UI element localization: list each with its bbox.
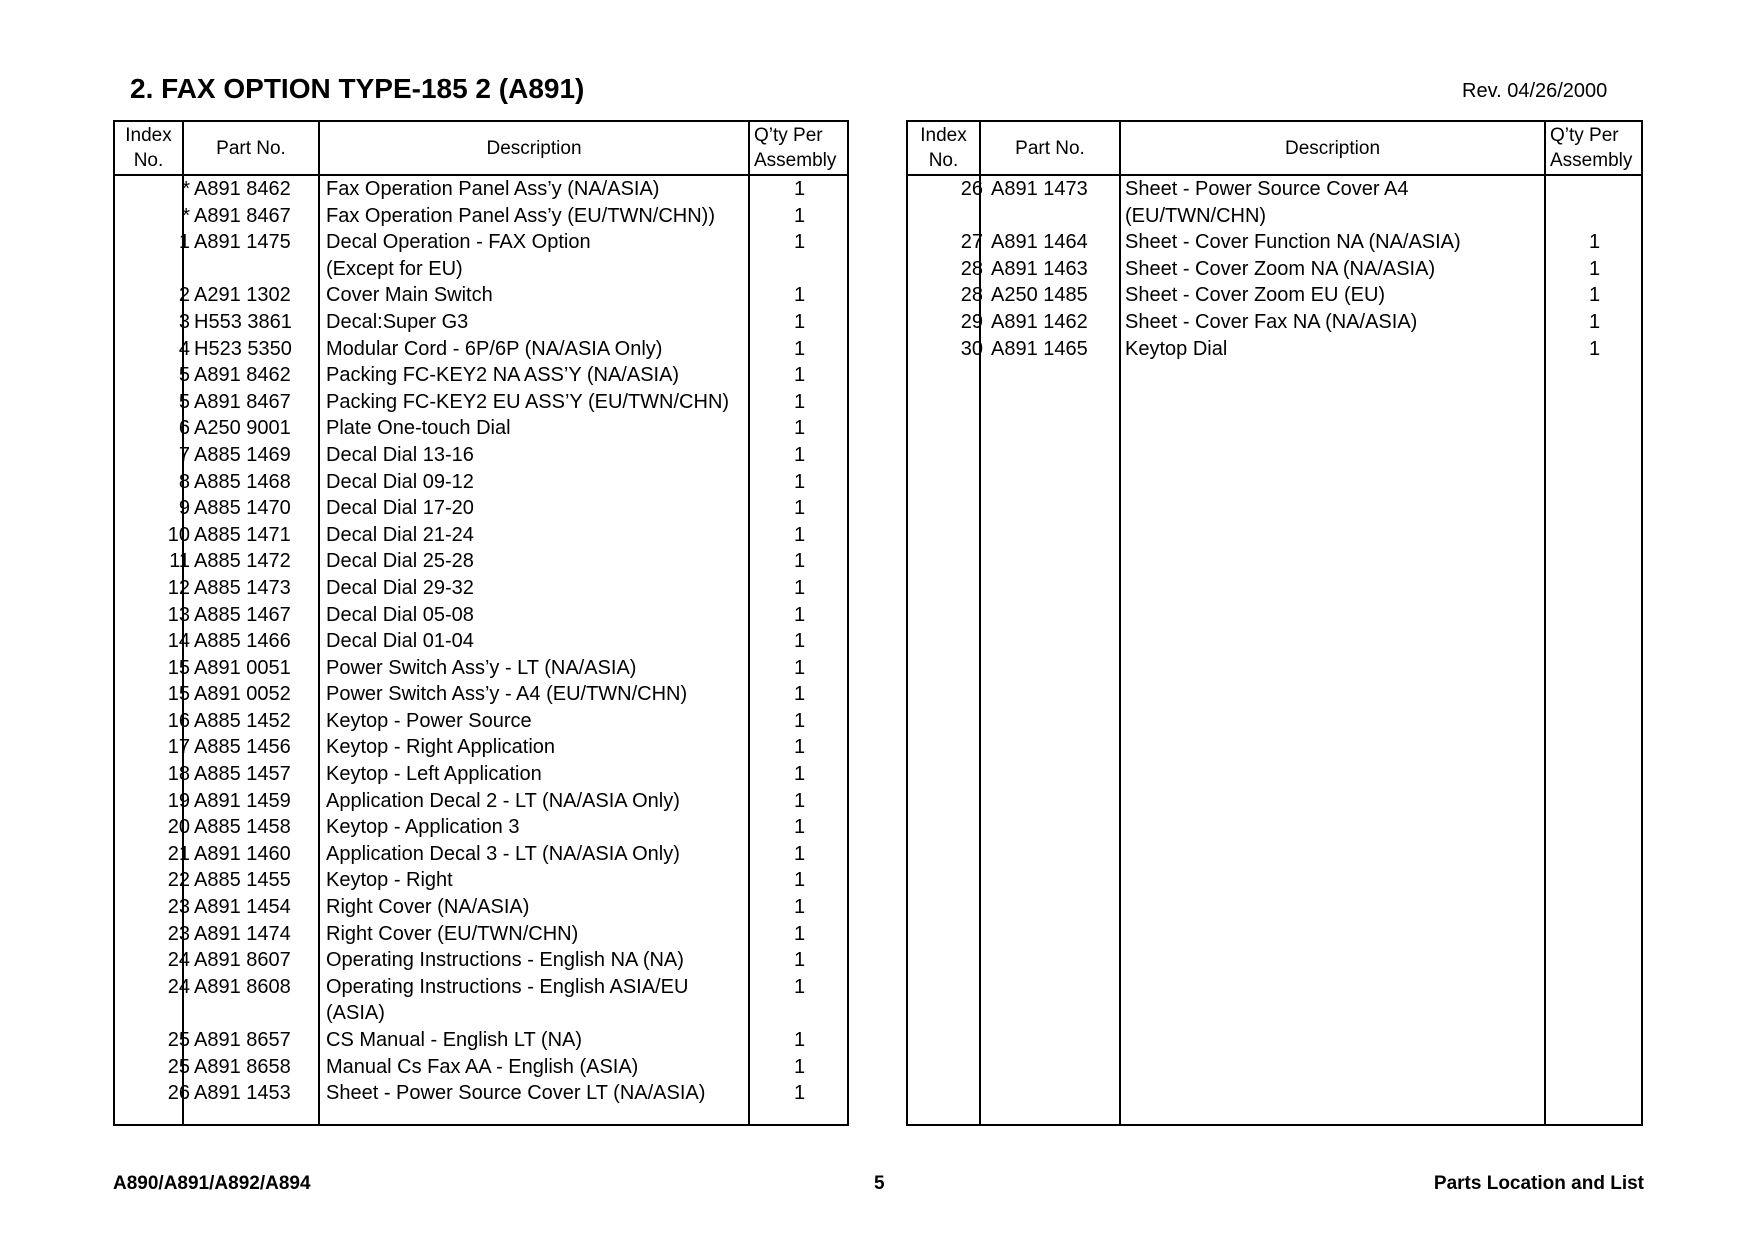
cell-part-number: A891 1459 [194,789,291,812]
description-line: Cover Main Switch [326,284,493,307]
cell-index: 12 [167,576,190,599]
table-row [115,442,847,469]
cell-qty: 1 [793,337,806,360]
cell-description [326,761,542,788]
description-line: Keytop - Right [326,869,453,892]
table-row [908,256,1641,283]
cell-description [326,522,474,549]
cell-part-number: A891 8607 [194,949,291,972]
table-row [908,176,1641,229]
table-row [115,309,847,336]
cell-index: 28 [960,284,983,307]
page-title: 2. FAX OPTION TYPE-185 2 (A891) [130,73,585,104]
description-line: Sheet - Power Source Cover A4 [1125,178,1409,200]
cell-qty: 1 [793,709,806,732]
cell-index: 25 [167,1029,190,1051]
cell-index: 14 [167,630,190,653]
cell-qty: 1 [793,390,806,413]
description-line: Decal Dial 13-16 [326,443,474,466]
cell-qty: 1 [793,1029,806,1051]
cell-part-number: A891 1460 [194,842,291,865]
col-header-qty: Q’ty Per Assembly [1550,125,1633,171]
cell-qty: 1 [793,656,806,679]
table-row [908,282,1641,309]
cell-index: 18 [167,763,190,786]
parts-table-left [113,120,849,1126]
cell-description [1125,176,1408,229]
cell-index: 6 [178,417,190,440]
table-row [115,814,847,841]
description-line: Packing FC-KEY2 NA ASS’Y (NA/ASIA) [326,364,680,387]
description-line: Keytop - Right Application [326,736,556,759]
cell-index: 23 [167,896,190,919]
cell-part-number: A891 8467 [194,204,291,227]
cell-index: 3 [178,310,190,333]
cell-qty: 1 [793,178,806,200]
cell-description [326,176,659,203]
cell-description [326,734,555,761]
col-header-qty: Q’ty Per Assembly [754,125,837,171]
cell-description [326,894,529,921]
cell-qty: 1 [793,683,806,706]
cell-qty: 1 [793,842,806,865]
cell-qty: 1 [1588,284,1601,307]
table-row [115,1027,847,1054]
cell-part-number: A885 1469 [194,443,291,466]
cell-description [326,575,474,602]
cell-description [326,602,474,629]
description-line: Keytop - Power Source [326,709,532,732]
cell-part-number: H523 5350 [194,337,292,360]
cell-description [326,495,474,522]
cell-qty: 1 [793,736,806,759]
table-row [115,602,847,629]
cell-part-number: A891 8658 [194,1055,291,1078]
cell-qty: 1 [793,1055,806,1078]
cell-description [326,947,684,974]
cell-part-number: A891 1474 [194,922,291,945]
cell-index: 17 [167,736,190,759]
cell-qty: 1 [1588,231,1601,254]
cell-description [326,708,532,735]
cell-part-number: A891 1475 [194,231,291,254]
col-header-description: Description [1284,137,1381,159]
description-line: Decal Dial 25-28 [326,550,474,573]
cell-description [326,974,688,1027]
cell-qty: 1 [793,523,806,546]
description-line: Keytop - Left Application [326,763,542,786]
description-line: (EU/TWN/CHN) [1125,204,1267,227]
cell-index: 23 [167,922,190,945]
cell-qty: 1 [793,816,806,839]
cell-qty: 1 [793,443,806,466]
table-row [115,947,847,974]
description-line: Operating Instructions - English NA (NA) [326,949,684,972]
cell-index: 19 [167,789,190,812]
col-header-description: Description [486,137,582,159]
description-line: Packing FC-KEY2 EU ASS’Y (EU/TWN/CHN) [326,390,730,413]
description-line: Keytop - Application 3 [326,816,520,839]
description-line: (Except for EU) [326,257,463,280]
cell-index: 27 [960,231,983,254]
cell-qty: 1 [793,231,806,254]
description-line: Decal Dial 29-32 [326,576,474,599]
footer-models: A890/A891/A892/A894 [113,1173,311,1194]
cell-part-number: A885 1455 [194,869,291,892]
table-row [115,203,847,230]
table-row [115,282,847,309]
table-row [115,761,847,788]
cell-index: 2 [178,284,190,307]
table-row [115,522,847,549]
cell-description [326,415,511,442]
cell-index: 5 [178,364,190,387]
description-line: Right Cover (NA/ASIA) [326,896,530,919]
cell-description [326,681,687,708]
cell-index: 24 [167,949,190,972]
cell-description [326,628,474,655]
cell-part-number: A891 8608 [194,975,291,998]
description-line: Modular Cord - 6P/6P (NA/ASIA Only) [326,337,663,360]
col-header-part: Part No. [1015,137,1085,159]
cell-part-number: A885 1468 [194,470,291,493]
parts-table-right [906,120,1643,1126]
cell-qty: 1 [793,497,806,520]
cell-part-number: A891 0052 [194,683,291,706]
cell-description [326,655,636,682]
table-row [115,681,847,708]
cell-description [326,814,519,841]
cell-index: 26 [960,178,983,200]
cell-qty: 1 [793,869,806,892]
cell-part-number: A891 1454 [194,896,291,919]
table-row [115,575,847,602]
cell-part-number: A891 1462 [991,310,1088,333]
cell-index: 21 [167,842,190,865]
cell-index: 22 [167,869,190,892]
cell-description [326,548,474,575]
table-row [115,894,847,921]
cell-qty: 1 [793,896,806,919]
description-line: Application Decal 3 - LT (NA/ASIA Only) [326,842,680,865]
cell-part-number: A885 1471 [194,523,291,546]
table-row [115,1054,847,1081]
col-header-index: Index No. [125,125,172,171]
table-row [115,176,847,203]
table-row [115,495,847,522]
cell-description [326,309,468,336]
cell-description [326,841,680,868]
description-line: Operating Instructions - English ASIA/EU [326,975,689,998]
cell-index: 5 [178,390,190,413]
cell-part-number: A885 1467 [194,603,291,626]
cell-description [326,1027,582,1054]
cell-part-number: A891 8467 [194,390,291,413]
table-row [115,655,847,682]
table-row [115,389,847,416]
cell-description [326,469,474,496]
cell-description [1125,336,1227,363]
cell-qty: 1 [793,204,806,227]
description-line: Right Cover (EU/TWN/CHN) [326,922,579,945]
cell-part-number: A891 1465 [991,337,1088,360]
cell-description [326,1080,705,1107]
footer-page-number: 5 [874,1173,885,1194]
cell-index: 13 [167,603,190,626]
description-line: Fax Operation Panel Ass’y (EU/TWN/CHN)) [326,204,715,227]
cell-index: * [182,204,190,227]
cell-part-number: A885 1456 [194,736,291,759]
description-line: Plate One-touch Dial [326,417,511,440]
cell-index: 9 [178,497,190,520]
col-header-part: Part No. [216,137,286,159]
cell-qty: 1 [793,789,806,812]
description-line: Sheet - Power Source Cover LT (NA/ASIA) [326,1082,706,1105]
description-line: Decal Dial 05-08 [326,603,474,626]
cell-index: 28 [960,257,983,280]
description-line: Power Switch Ass’y - A4 (EU/TWN/CHN) [326,683,688,706]
cell-qty: 1 [793,550,806,573]
cell-qty: 1 [793,310,806,333]
cell-part-number: A891 8462 [194,364,291,387]
cell-index: 11 [169,550,190,573]
cell-index: 25 [167,1055,190,1078]
table-row [115,336,847,363]
cell-description [326,336,662,363]
cell-index: 16 [167,709,190,732]
cell-part-number: A885 1457 [194,763,291,786]
table-row [115,921,847,948]
table-row [908,309,1641,336]
cell-part-number: A891 1473 [991,178,1088,200]
cell-qty: 1 [1588,310,1601,333]
cell-index: 15 [167,683,190,706]
cell-part-number: A891 8462 [194,178,291,200]
cell-part-number: A885 1458 [194,816,291,839]
cell-index: 20 [167,816,190,839]
description-line: Sheet - Cover Fax NA (NA/ASIA) [1125,310,1418,333]
cell-qty: 1 [793,975,806,998]
cell-qty: 1 [1588,257,1601,280]
table-row [115,548,847,575]
table-row [908,336,1641,363]
cell-index: 4 [178,337,190,360]
description-line: Application Decal 2 - LT (NA/ASIA Only) [326,789,680,812]
cell-part-number: A885 1470 [194,497,291,520]
description-line: Decal Dial 21-24 [326,523,474,546]
cell-qty: 1 [793,630,806,653]
table-row [115,708,847,735]
cell-index: 7 [178,443,190,466]
cell-index: 8 [178,470,190,493]
description-line: Power Switch Ass’y - LT (NA/ASIA) [326,656,637,679]
description-line: Decal:Super G3 [326,310,469,333]
table-row [115,469,847,496]
cell-description [326,1054,638,1081]
cell-description [326,282,493,309]
cell-qty: 1 [793,470,806,493]
cell-qty: 1 [793,417,806,440]
cell-qty: 1 [793,949,806,972]
cell-index: 15 [167,656,190,679]
cell-index: 24 [167,975,190,998]
cell-part-number: A891 1464 [991,231,1088,254]
cell-description [326,362,679,389]
table-row [115,974,847,1027]
cell-qty: 1 [793,763,806,786]
cell-part-number: A250 1485 [991,284,1088,307]
cell-part-number: A250 9001 [194,417,291,440]
table-row [908,229,1641,256]
table-row [115,788,847,815]
cell-part-number: A885 1466 [194,630,291,653]
cell-part-number: A885 1473 [194,576,291,599]
table-row [115,362,847,389]
table-body [908,176,1641,362]
cell-qty: 1 [793,284,806,307]
cell-description [326,389,729,416]
table-row [115,1080,847,1107]
col-header-index: Index No. [920,125,967,171]
cell-part-number: A891 1463 [991,257,1088,280]
revision-date: Rev. 04/26/2000 [1462,80,1608,102]
cell-qty: 1 [793,576,806,599]
description-line: Decal Dial 01-04 [326,630,474,653]
table-row [115,734,847,761]
cell-index: * [182,178,190,200]
cell-description [326,442,474,469]
description-line: Sheet - Cover Zoom EU (EU) [1125,284,1386,307]
cell-index: 30 [960,337,983,360]
cell-part-number: A885 1452 [194,709,291,732]
cell-qty: 1 [793,922,806,945]
cell-part-number: A891 8657 [194,1029,291,1051]
cell-description [326,203,715,230]
cell-description [1125,229,1461,256]
cell-qty: 1 [1588,337,1601,360]
cell-description [1125,282,1385,309]
table-row [115,867,847,894]
cell-index: 10 [167,523,190,546]
cell-description [1125,256,1435,283]
table-row [115,841,847,868]
cell-description [326,788,680,815]
cell-index: 26 [167,1082,190,1105]
table-row [115,229,847,282]
cell-qty: 1 [793,364,806,387]
table-row [115,415,847,442]
cell-part-number: A291 1302 [194,284,291,307]
cell-qty: 1 [793,1082,806,1105]
table-body [115,176,847,1107]
description-line: Sheet - Cover Zoom NA (NA/ASIA) [1125,257,1436,280]
description-line: Decal Dial 17-20 [326,497,474,520]
description-line: Keytop Dial [1125,337,1228,360]
description-line: Decal Dial 09-12 [326,470,474,493]
cell-description [326,867,453,894]
description-line: Manual Cs Fax AA - English (ASIA) [326,1055,639,1078]
cell-part-number: A885 1472 [194,550,291,573]
cell-part-number: A891 1453 [194,1082,291,1105]
cell-part-number: A891 0051 [194,656,291,679]
description-line: Decal Operation - FAX Option [326,231,591,254]
cell-description [1125,309,1417,336]
description-line: Sheet - Cover Function NA (NA/ASIA) [1125,231,1461,254]
table-row [115,628,847,655]
description-line: CS Manual - English LT (NA) [326,1029,583,1051]
cell-description [326,229,591,282]
cell-qty: 1 [793,603,806,626]
cell-description [326,921,578,948]
footer-section: Parts Location and List [1433,1173,1644,1194]
cell-index: 29 [960,310,983,333]
description-line: (ASIA) [326,1002,385,1025]
cell-part-number: H553 3861 [194,310,292,333]
cell-index: 1 [178,231,190,254]
description-line: Fax Operation Panel Ass’y (NA/ASIA) [326,178,660,200]
